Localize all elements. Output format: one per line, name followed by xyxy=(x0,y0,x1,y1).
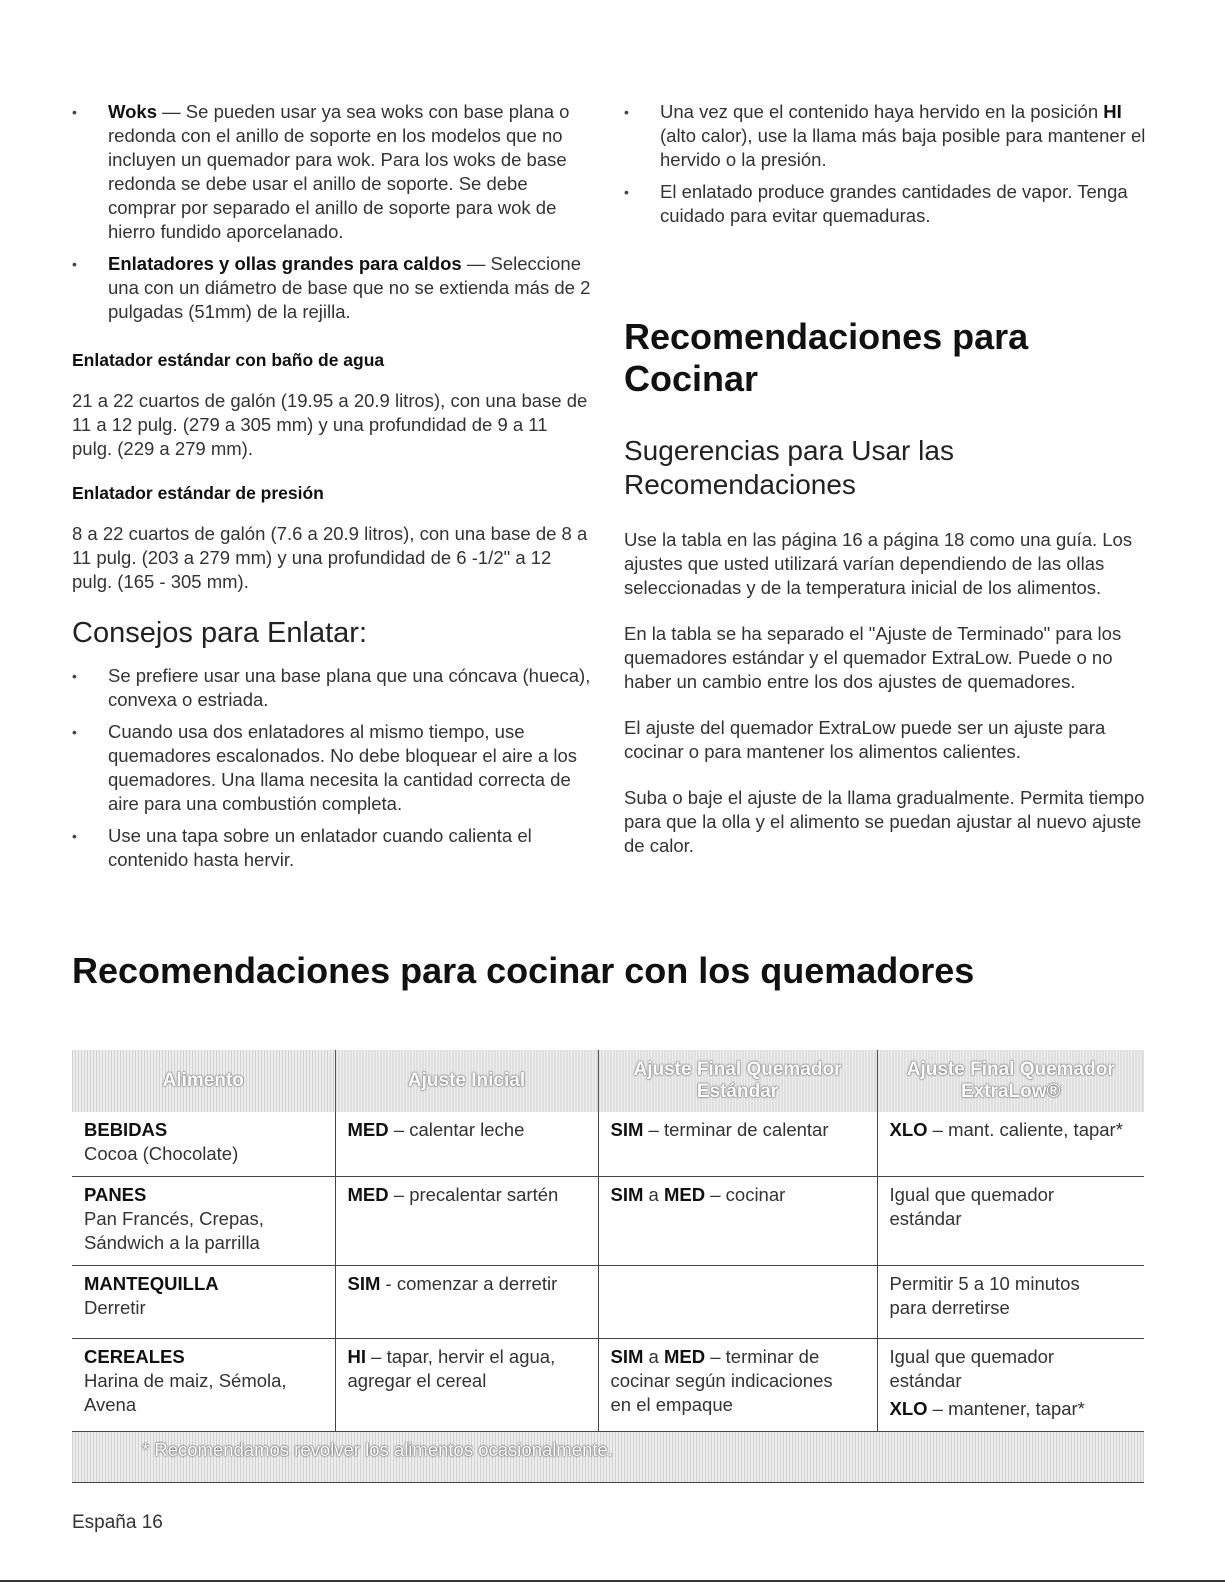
food-cell xyxy=(72,1177,335,1266)
setting-text: – mant. caliente, tapar* xyxy=(927,1119,1123,1140)
burner-recommendations-heading: Recomendaciones para cocinar con los quemadores xyxy=(72,950,975,991)
setting-code: SIM xyxy=(610,1184,644,1205)
food-items: Derretir xyxy=(84,1297,146,1318)
setting-text: - comenzar a derretir xyxy=(380,1273,558,1294)
setting-code: XLO xyxy=(889,1398,928,1419)
list-item: • El enlatado produce grandes cantidades de vapor. Tenga cuidado para evitar quemaduras. xyxy=(624,180,1154,228)
setting-text: Permitir 5 a 10 minutos para derretirse xyxy=(889,1273,1080,1318)
initial-cell xyxy=(335,1266,598,1339)
page-footer: España 16 xyxy=(72,1512,163,1533)
table-row xyxy=(72,1112,1144,1177)
footnote-text: * Recomendamos revolver los alimentos ocasionalmente. xyxy=(142,1439,613,1460)
right-column xyxy=(624,100,1154,880)
footnote-cell xyxy=(72,1432,1144,1483)
paragraph: Suba o baje el ajuste de la llama gradualmente. Permita tiempo para que la olla y el alimento se puedan ajustar al nuevo ajuste de calor. xyxy=(624,787,1145,856)
standard-cell xyxy=(598,1112,877,1177)
setting-code: MED xyxy=(663,1346,706,1367)
cooking-recommendations-heading: Recomendaciones para Cocinar xyxy=(624,316,1029,399)
setting-text: – calentar leche xyxy=(388,1119,525,1140)
food-items: Cocoa (Chocolate) xyxy=(84,1143,239,1164)
setting-text: – cocinar xyxy=(705,1184,786,1205)
canning-tips-list xyxy=(72,664,592,872)
footnote-row xyxy=(72,1432,1144,1483)
setting-text: – mantener, tapar* xyxy=(927,1398,1085,1419)
table-header-row xyxy=(72,1050,1144,1112)
header-initial-setting: Ajuste Inicial xyxy=(335,1050,598,1112)
setting-text: Igual que quemador estándar xyxy=(889,1184,1055,1229)
canners-text: — Seleccione una con un diámetro de base que no se extienda más de 2 pulgadas (51mm) de la rejilla. xyxy=(108,253,591,322)
bottom-rule xyxy=(0,1580,1225,1582)
setting-code: SIM xyxy=(610,1119,644,1140)
standard-cell xyxy=(598,1177,877,1266)
paragraph: Use la tabla en las página 16 a página 18 como una guía. Los ajustes que usted utilizará varían dependiendo de las ollas seleccionadas y de la temperatura inicial de los alimentos. xyxy=(624,529,1133,598)
table-row xyxy=(72,1266,1144,1339)
table-row xyxy=(72,1177,1144,1266)
setting-code: XLO xyxy=(889,1119,928,1140)
setting-text: a xyxy=(643,1184,664,1205)
paragraph: El ajuste del quemador ExtraLow puede ser un ajuste para cocinar o para mantener los alimentos calientes. xyxy=(624,717,1106,762)
list-item: • Se prefiere usar una base plana que una cóncava (hueca), convexa o estriada. xyxy=(72,664,592,712)
extralow-cell xyxy=(877,1266,1144,1339)
left-column xyxy=(72,100,592,880)
extralow-cell xyxy=(877,1177,1144,1266)
list-item xyxy=(72,252,592,324)
setting-code: MED xyxy=(663,1184,706,1205)
header-standard-final: Ajuste Final Quemador Estándar xyxy=(598,1050,877,1112)
woks-text: — Se pueden usar ya sea woks con base plana o redonda con el anillo de soporte en los modelos que no incluyen un quemador para wok. Para los woks de base redonda se debe usar el anillo de soporte. Se debe comprar por separado el anillo de soporte para wok de hierro fundido aporcelanado. xyxy=(108,101,570,242)
cooking-table xyxy=(72,1050,1144,1483)
setting-text: – tapar, hervir el agua, agregar el cereal xyxy=(347,1346,556,1391)
bullet-text: Una vez que el contenido haya hervido en la posición xyxy=(660,101,1104,122)
canners-term: Enlatadores y ollas grandes para caldos xyxy=(108,253,462,274)
standard-cell xyxy=(598,1339,877,1432)
list-item xyxy=(624,100,1154,172)
food-items: Harina de maiz, Sémola, Avena xyxy=(84,1370,287,1415)
water-bath-heading: Enlatador estándar con baño de agua xyxy=(72,350,385,370)
food-items: Pan Francés, Crepas, Sándwich a la parrilla xyxy=(84,1208,264,1253)
list-item xyxy=(72,100,592,244)
setting-text: – precalentar sartén xyxy=(388,1184,559,1205)
list-item: • Cuando usa dos enlatadores al mismo tiempo, use quemadores escalonados. No debe bloquear el aire a los quemadores. Una llama necesita la cantidad correcta de aire para una combustión completa. xyxy=(72,720,592,816)
setting-text: Igual que quemador estándar xyxy=(889,1346,1055,1391)
list-item: • Use una tapa sobre un enlatador cuando calienta el contenido hasta hervir. xyxy=(72,824,592,872)
setting-text: a xyxy=(643,1346,664,1367)
cookware-list xyxy=(72,100,592,324)
header-food: Alimento xyxy=(72,1050,335,1112)
setting-text: – terminar de calentar xyxy=(643,1119,829,1140)
food-cell xyxy=(72,1339,335,1432)
hi-setting: HI xyxy=(1103,101,1122,122)
extralow-cell xyxy=(877,1112,1144,1177)
setting-code: MED xyxy=(347,1119,389,1140)
paragraph: En la tabla se ha separado el "Ajuste de Terminado" para los quemadores estándar y el quemador ExtraLow. Puede o no haber un cambio entre los dos ajustes de quemadores. xyxy=(624,623,1122,692)
food-category: BEBIDAS xyxy=(84,1119,168,1140)
table-row xyxy=(72,1339,1144,1432)
extralow-cell xyxy=(877,1339,1144,1432)
initial-cell xyxy=(335,1177,598,1266)
setting-code: HI xyxy=(347,1346,366,1367)
setting-code: SIM xyxy=(610,1346,644,1367)
pressure-text: 8 a 22 cuartos de galón (7.6 a 20.9 litros), con una base de 8 a 11 pulg. (203 a 279 mm) y una profundidad de 6 -1/2" a 12 pulg. (165 - 305 mm). xyxy=(72,523,588,592)
initial-cell xyxy=(335,1112,598,1177)
water-bath-text: 21 a 22 cuartos de galón (19.95 a 20.9 litros), con una base de 11 a 12 pulg. (279 a 305 mm) y una profundidad de 9 a 11 pulg. (229 a 279 mm). xyxy=(72,390,588,459)
pressure-heading: Enlatador estándar de presión xyxy=(72,483,324,503)
setting-code: SIM xyxy=(347,1273,381,1294)
bullet-text: (alto calor), use la llama más baja posible para mantener el hervido o la presión. xyxy=(660,125,1146,170)
food-cell xyxy=(72,1266,335,1339)
canning-tips-heading: Consejos para Enlatar: xyxy=(72,617,367,649)
suggestions-heading: Sugerencias para Usar las Recomendaciones xyxy=(624,435,954,500)
food-category: PANES xyxy=(84,1184,147,1205)
header-extralow-final: Ajuste Final Quemador ExtraLow® xyxy=(877,1050,1144,1112)
initial-cell xyxy=(335,1339,598,1432)
setting-code: MED xyxy=(347,1184,389,1205)
woks-term: Woks xyxy=(108,101,158,122)
food-category: MANTEQUILLA xyxy=(84,1273,219,1294)
setting-text: – terminar de cocinar según indicaciones en el empaque xyxy=(610,1346,833,1415)
boiling-tips-list xyxy=(624,100,1154,228)
standard-cell xyxy=(598,1266,877,1339)
food-cell xyxy=(72,1112,335,1177)
food-category: CEREALES xyxy=(84,1346,185,1367)
